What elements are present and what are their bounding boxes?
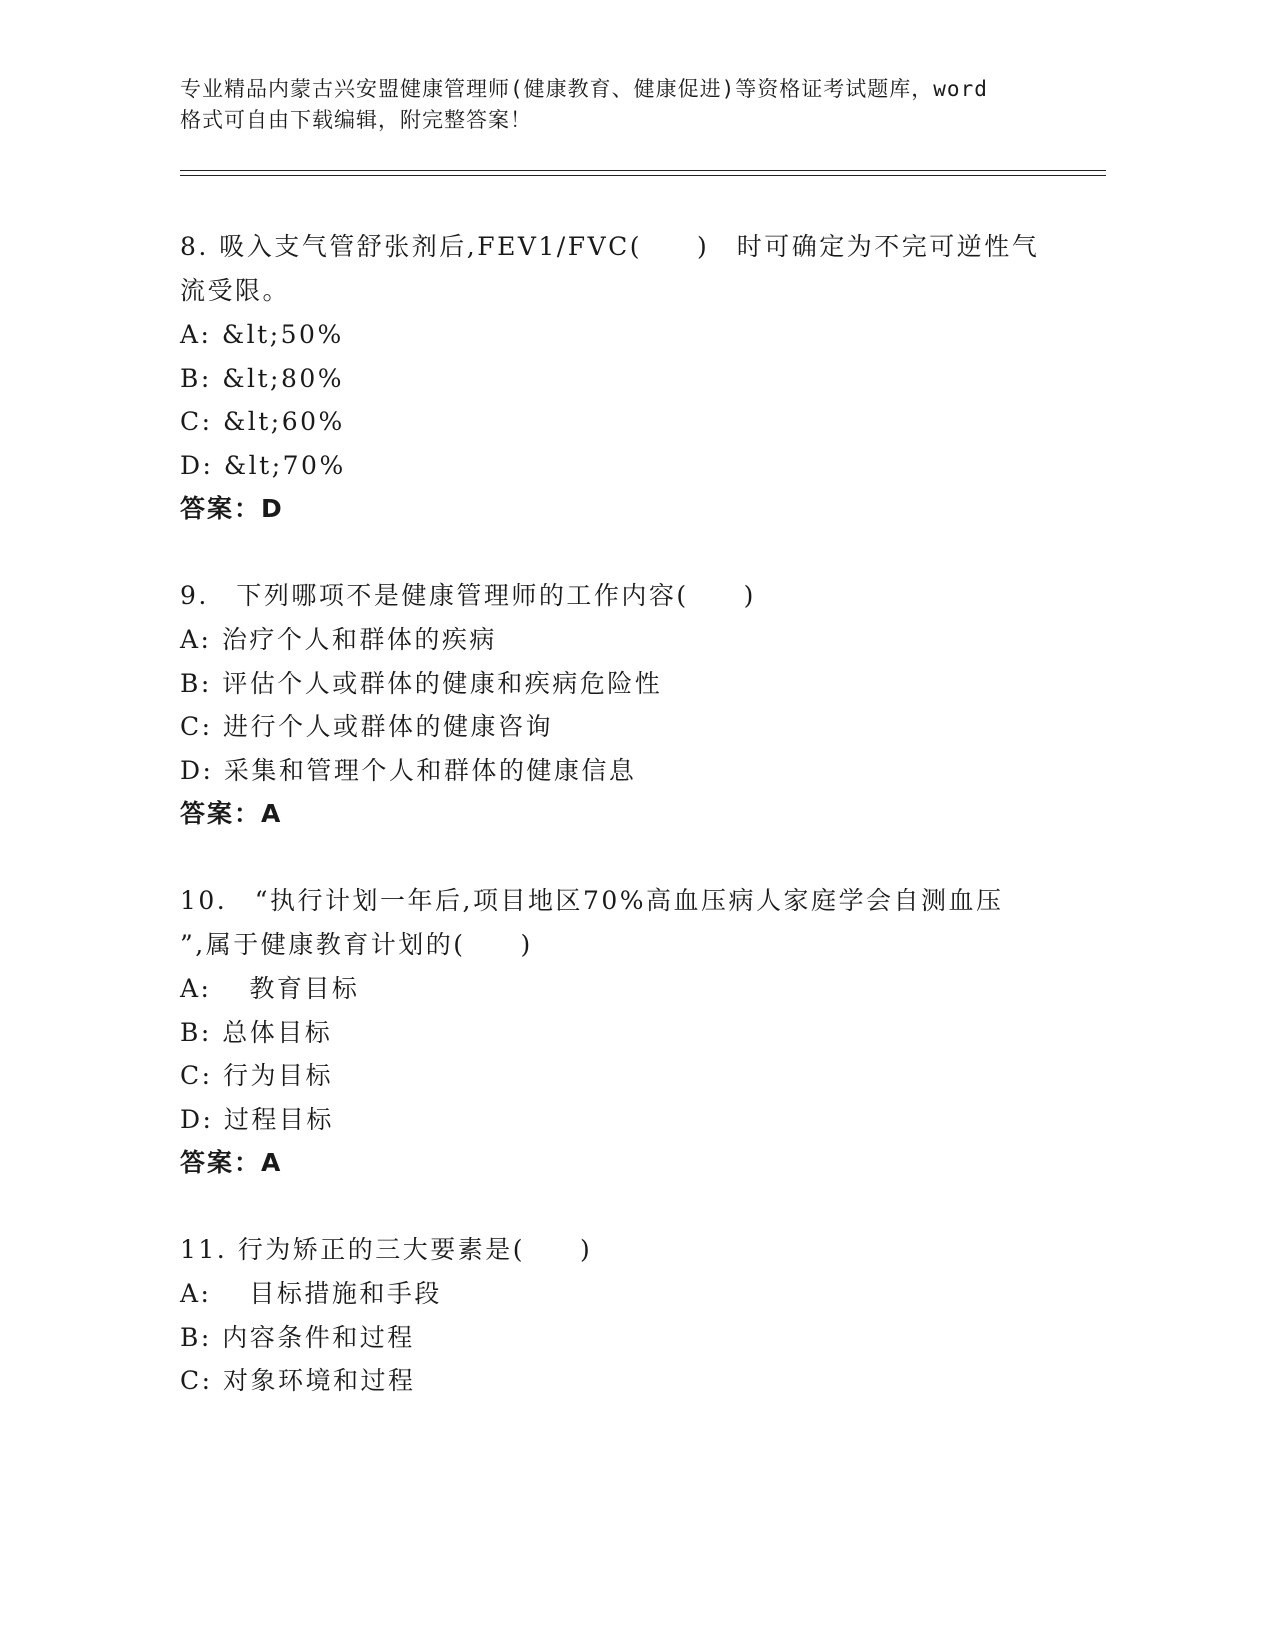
question-stem: [180, 574, 1080, 618]
header-divider-bottom: [180, 175, 1106, 176]
option-c: C: 行为目标: [180, 1061, 333, 1091]
question-stem-line: 8. 吸入支气管舒张剂后,FEV1/FVC( ) 时可确定为不完可逆性气: [180, 232, 1040, 261]
header-line-1: 专业精品内蒙古兴安盟健康管理师(健康教育、健康促进)等资格证考试题库，word: [180, 77, 988, 101]
header-line-2: 格式可自由下载编辑，附完整答案！: [180, 108, 532, 132]
question-stem-line: 10. “执行计划一年后,项目地区70%高血压病人家庭学会自测血压: [180, 885, 1004, 915]
option-a: A: &lt;50%: [180, 320, 344, 349]
option-a: A: 目标措施和手段: [180, 1278, 442, 1308]
option-d: D: &lt;70%: [180, 450, 346, 480]
question-stem-line: 9. 下列哪项不是健康管理师的工作内容( ): [180, 580, 756, 610]
question-8: [180, 225, 1080, 531]
question-stem-line: 流受限。: [180, 276, 291, 305]
option-b: B: 内容条件和过程: [180, 1322, 415, 1352]
question-stem-line: ”,属于健康教育计划的( ): [180, 929, 533, 959]
answer-label: 答案：A: [180, 1148, 283, 1178]
question-stem-line: 11. 行为矫正的三大要素是( ): [180, 1234, 593, 1264]
answer-label: 答案：D: [180, 494, 284, 524]
option-c: C: 进行个人或群体的健康咨询: [180, 712, 553, 742]
option-d: D: 采集和管理个人和群体的健康信息: [180, 755, 637, 785]
option-b: B: &lt;80%: [180, 363, 345, 393]
question-stem: [180, 225, 1080, 313]
option-b: B: 总体目标: [180, 1017, 333, 1047]
option-c: C: 对象环境和过程: [180, 1366, 416, 1396]
header-divider-top: [180, 170, 1106, 171]
option-d: D: 过程目标: [180, 1104, 334, 1134]
document-header: [180, 74, 1060, 136]
question-9: [180, 574, 1080, 836]
option-b: B: 评估个人或群体的健康和疾病危险性: [180, 668, 663, 698]
question-stem: [180, 879, 1080, 967]
question-stem: [180, 1228, 1080, 1272]
answer-label: 答案：A: [180, 799, 283, 829]
question-10: [180, 879, 1080, 1185]
option-a: A: 教育目标: [180, 973, 360, 1003]
question-11: [180, 1228, 1080, 1403]
option-a: A: 治疗个人和群体的疾病: [180, 624, 497, 654]
question-list: [180, 225, 1080, 1446]
option-c: C: &lt;60%: [180, 407, 345, 437]
